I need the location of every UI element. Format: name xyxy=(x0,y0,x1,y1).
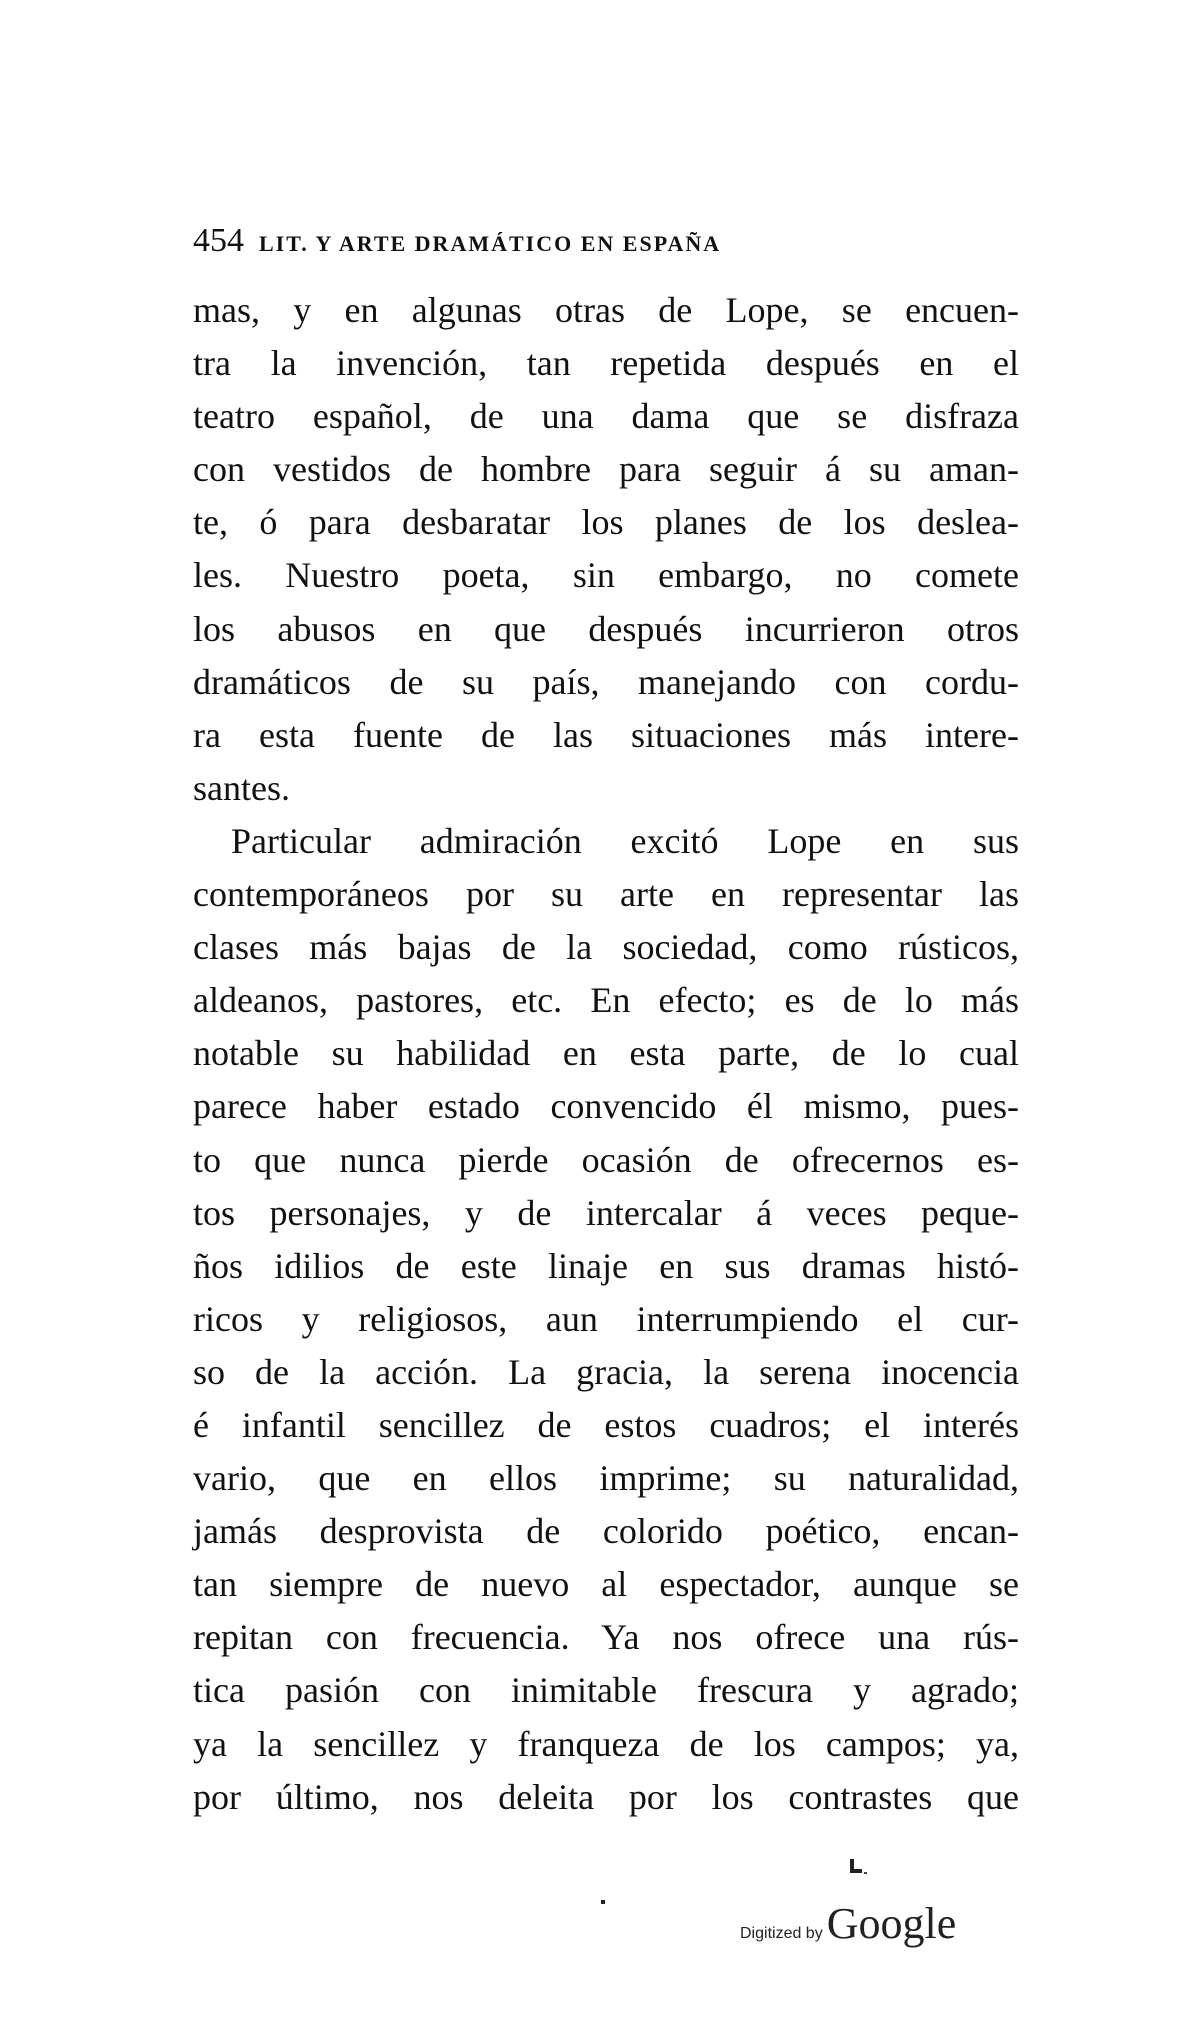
text-line: dramáticos de su país, manejando con cordu- xyxy=(193,661,1019,702)
text-line: mas, y en algunas otras de Lope, se encuen- xyxy=(193,290,1019,330)
text-line: repitan con frecuencia. Ya nos ofrece una rús- xyxy=(193,1617,1019,1658)
scan-speck xyxy=(601,1900,605,1904)
text-line: to que nunca pierde ocasión de ofrecernos es- xyxy=(193,1139,1019,1180)
text-line: con vestidos de hombre para seguir á su aman- xyxy=(193,449,1019,490)
text-line: parece haber estado convencido él mismo, pues- xyxy=(193,1086,1019,1127)
text-line: Particular admiración excitó Lope en sus xyxy=(231,820,1019,861)
text-line: ricos y religiosos, aun interrumpiendo el cur- xyxy=(193,1298,1019,1339)
watermark-prefix: Digitized by xyxy=(740,1925,823,1942)
text-line: santes. xyxy=(193,767,290,808)
scan-artifact-icon xyxy=(848,1857,870,1877)
text-line: é infantil sencillez de estos cuadros; el interés xyxy=(193,1404,1019,1445)
text-line: clases más bajas de la sociedad, como rústicos, xyxy=(193,927,1019,968)
text-line: teatro español, de una dama que se disfraza xyxy=(193,396,1019,437)
running-title: LIT. Y ARTE DRAMÁTICO EN ESPAÑA xyxy=(259,231,722,256)
text-line: te, ó para desbaratar los planes de los deslea- xyxy=(193,502,1019,543)
text-line: tica pasión con inimitable frescura y agrado; xyxy=(193,1670,1019,1711)
text-line: so de la acción. La gracia, la serena inocencia xyxy=(193,1351,1019,1392)
text-line: contemporáneos por su arte en representar las xyxy=(193,874,1019,915)
running-header xyxy=(193,222,1023,262)
google-watermark xyxy=(740,1898,956,1949)
text-line: por último, nos deleita por los contrastes que xyxy=(193,1776,1019,1817)
text-line: tra la invención, tan repetida después en el xyxy=(193,343,1019,384)
text-line: vario, que en ellos imprime; su naturalidad, xyxy=(193,1458,1019,1499)
body-text xyxy=(193,284,1019,1824)
text-line: ya la sencillez y franqueza de los campos; ya, xyxy=(193,1723,1019,1764)
text-line: los abusos en que después incurrieron otros xyxy=(193,608,1019,649)
text-line: tan siempre de nuevo al espectador, aunque se xyxy=(193,1564,1019,1605)
watermark-brand: Google xyxy=(826,1899,957,1948)
page-number: 454 xyxy=(193,222,244,259)
text-line: tos personajes, y de intercalar á veces peque- xyxy=(193,1192,1019,1233)
text-line: les. Nuestro poeta, sin embargo, no comete xyxy=(193,555,1019,596)
text-line: jamás desprovista de colorido poético, encan- xyxy=(193,1511,1019,1552)
text-line: notable su habilidad en esta parte, de lo cual xyxy=(193,1033,1019,1074)
text-line: aldeanos, pastores, etc. En efecto; es de lo más xyxy=(193,980,1019,1021)
text-line: ra esta fuente de las situaciones más intere- xyxy=(193,714,1019,755)
text-line: ños idilios de este linaje en sus dramas histó- xyxy=(193,1245,1019,1286)
